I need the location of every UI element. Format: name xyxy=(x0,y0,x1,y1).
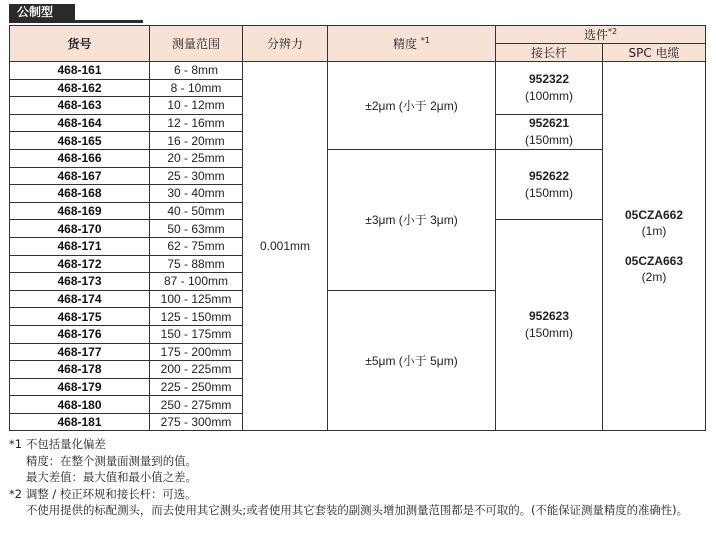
range-cell: 8 - 10mm xyxy=(150,79,243,97)
resolution-cell: 0.001mm xyxy=(243,62,328,431)
footnote-2-text: 调整 / 校正环规和接长杆：可选。 xyxy=(26,486,197,501)
precision-cell: ±3μm (小于 3μm) xyxy=(328,149,496,290)
range-cell: 62 - 75mm xyxy=(150,237,243,255)
range-cell: 30 - 40mm xyxy=(150,185,243,203)
cable-part: 05CZA662 xyxy=(624,208,684,223)
header-cable: SPC 电缆 xyxy=(603,44,706,62)
footnote-2-mark: *2 xyxy=(9,486,22,501)
range-cell: 200 - 225mm xyxy=(150,361,243,379)
header-range: 测量范围 xyxy=(150,26,243,62)
cable-length: (1m) xyxy=(641,224,667,239)
header-options xyxy=(496,26,706,44)
rod-part: 952322 xyxy=(528,71,570,86)
range-cell: 12 - 16mm xyxy=(150,114,243,132)
range-cell: 125 - 150mm xyxy=(150,308,243,326)
range-cell: 275 - 300mm xyxy=(150,413,243,431)
code-cell: 468-169 xyxy=(10,202,150,220)
code-cell: 468-180 xyxy=(10,396,150,414)
code-cell: 468-164 xyxy=(10,114,150,132)
rod-length: (150mm) xyxy=(524,132,573,147)
header-precision-note: *1 xyxy=(420,36,430,45)
range-cell: 16 - 20mm xyxy=(150,132,243,150)
header-resolution: 分辨力 xyxy=(243,26,328,62)
footnote-1-title: 不包括量化偏差 xyxy=(26,437,106,451)
header-code: 货号 xyxy=(10,26,150,62)
footnotes xyxy=(9,436,709,519)
range-cell: 20 - 25mm xyxy=(150,149,243,167)
header-rod: 接长杆 xyxy=(496,44,603,62)
header-precision xyxy=(328,26,496,62)
range-cell: 87 - 100mm xyxy=(150,273,243,291)
cable-part: 05CZA663 xyxy=(624,254,684,269)
code-cell: 468-161 xyxy=(10,62,150,80)
code-cell: 468-166 xyxy=(10,149,150,167)
header-precision-label: 精度 xyxy=(393,37,418,51)
spec-table xyxy=(9,25,706,431)
precision-cell: ±5μm (小于 5μm) xyxy=(328,290,496,431)
code-cell: 468-175 xyxy=(10,308,150,326)
rod-length: (150mm) xyxy=(524,185,573,200)
rod-cell xyxy=(496,114,603,149)
code-cell: 468-171 xyxy=(10,237,150,255)
code-cell: 468-173 xyxy=(10,273,150,291)
code-cell: 468-174 xyxy=(10,290,150,308)
footnote-1-line2: 最大差值：最大值和最小值之差。 xyxy=(26,470,197,484)
range-cell: 25 - 30mm xyxy=(150,167,243,185)
code-cell: 468-163 xyxy=(10,97,150,115)
code-cell: 468-168 xyxy=(10,185,150,203)
code-cell: 468-179 xyxy=(10,378,150,396)
code-cell: 468-181 xyxy=(10,413,150,431)
range-cell: 10 - 12mm xyxy=(150,97,243,115)
footnote-1-line1: 精度：在整个测量面测量到的值。 xyxy=(26,453,197,468)
footnote-2 xyxy=(9,486,709,503)
precision-cell: ±2μm (小于 2μm) xyxy=(328,62,496,150)
code-cell: 468-176 xyxy=(10,325,150,343)
footnote-1-mark: *1 xyxy=(9,437,22,451)
section-title: 公制型 xyxy=(9,4,75,20)
rod-cell xyxy=(496,62,603,115)
header-options-label: 选件 xyxy=(583,28,608,42)
rod-part: 952623 xyxy=(528,309,570,324)
cable-length: (2m) xyxy=(641,270,667,285)
range-cell: 225 - 250mm xyxy=(150,378,243,396)
range-cell: 6 - 8mm xyxy=(150,62,243,80)
footnote-3 xyxy=(9,502,709,519)
table-row xyxy=(10,149,706,167)
range-cell: 40 - 50mm xyxy=(150,202,243,220)
footnote-3-text: 不使用提供的标配测头，而去使用其它测头;或者使用其它套装的副测头增加测量范围都是不可取的。(不能保证测量精度的准确性)。 xyxy=(26,503,688,517)
table-row xyxy=(10,62,706,80)
rod-length: (150mm) xyxy=(524,326,573,341)
code-cell: 468-167 xyxy=(10,167,150,185)
code-cell: 468-172 xyxy=(10,255,150,273)
header-options-note: *2 xyxy=(607,27,618,36)
code-cell: 468-177 xyxy=(10,343,150,361)
range-cell: 75 - 88mm xyxy=(150,255,243,273)
section-title-bar xyxy=(9,4,143,23)
rod-part: 952621 xyxy=(528,115,570,130)
range-cell: 100 - 125mm xyxy=(150,290,243,308)
code-cell: 468-165 xyxy=(10,132,150,150)
rod-cell xyxy=(496,220,603,431)
footnote-3-mark xyxy=(9,502,26,519)
code-cell: 468-162 xyxy=(10,79,150,97)
code-cell: 468-170 xyxy=(10,220,150,238)
code-cell: 468-178 xyxy=(10,361,150,379)
rod-cell xyxy=(496,149,603,219)
footnote-1 xyxy=(9,436,709,453)
range-cell: 250 - 275mm xyxy=(150,396,243,414)
range-cell: 175 - 200mm xyxy=(150,343,243,361)
range-cell: 50 - 63mm xyxy=(150,220,243,238)
range-cell: 150 - 175mm xyxy=(150,325,243,343)
cable-cell xyxy=(603,62,706,431)
rod-part: 952622 xyxy=(528,168,570,183)
rod-length: (100mm) xyxy=(524,88,573,103)
